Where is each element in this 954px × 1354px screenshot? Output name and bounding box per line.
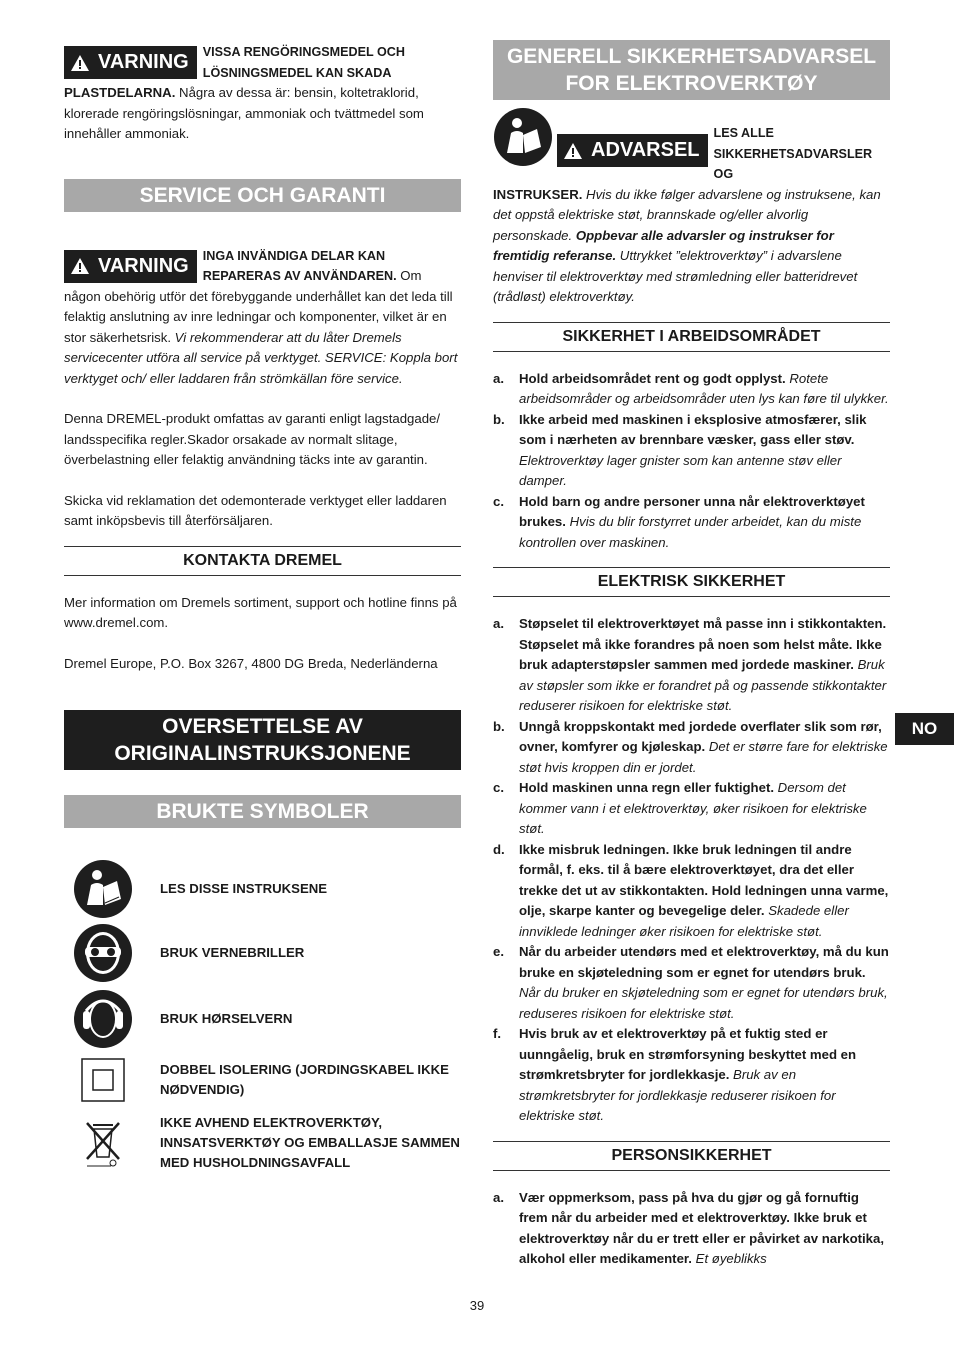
list-item: a. Hold arbeidsområdet rent og godt opplyst. Rotete arbeidsområder og arbeidsområder uten lys kan føre til ulykker.: [493, 370, 889, 406]
list-item: b. Ikke arbeid med maskinen i eksplosive atmosfærer, slik som i nærheten av brennbare væsker, gass eller støv. Elektroverktøy lager gnister som kan antenne støv eller damper.: [493, 411, 867, 488]
work-area-title: SIKKERHET I ARBEIDSOMRÅDET: [493, 322, 890, 352]
warranty-paragraph: Denna DREMEL-produkt omfattas av garanti enligt lagstadgade/ landsspecifika regler.Skador orsakade av normalt slitage, överbelastning eller felaktig användning täcks inte av garantin.: [64, 411, 441, 467]
list-item: e. Når du arbeider utendørs med et elektroverktøy, må du kun bruke en skjøteledning som er egnet for utendørs bruk. Når du bruker en skjøteledning som er egnet for utendørs bruk, reduseres risikoen for elektriske støt.: [493, 944, 889, 1021]
list-item: f. Hvis bruk av et elektroverktøy på et fuktig sted er uunngåelig, bruk en strømforsyning beskyttet med en strømkretsbryter for jordlekkasje. Bruk av en strømkretsbryter for jordlekkasje reduserer risikoen for elektriske støt.: [493, 1026, 857, 1123]
general-safety-title: GENERELL SIKKERHETSADVARSEL FOR ELEKTROVERKTØY: [493, 40, 890, 100]
warning-badge: VARNING: [64, 250, 197, 283]
symbols-list: [64, 858, 461, 1178]
warning-headline: VISSA RENGÖRINGSMEDEL OCH LÖSNINGSMEDEL KAN SKADA: [202, 45, 405, 80]
warning-badge: VARNING: [64, 46, 197, 79]
ear-protection-icon: [73, 989, 133, 1049]
list-item: a. Vær oppmerksom, pass på hva du gjør og gå fornuftig frem når du arbeider med et elektroverktøy. Ikke bruk et elektroverktøy når du er trett eller er påvirket av narkotika, alkohol eller medikamenter. Et øyeblikks: [493, 1189, 885, 1266]
warning-badge: ADVARSEL: [557, 134, 708, 167]
warning-triangle-icon: [70, 54, 90, 72]
symbols-title: BRUKTE SYMBOLER: [64, 795, 461, 828]
work-area-list: [493, 369, 890, 554]
warning-triangle-icon: [563, 142, 583, 160]
warning-headline: LES ALLE SIKKERHETSADVARSLER OG: [713, 126, 873, 181]
electric-safety-title: ELEKTRISK SIKKERHET: [493, 567, 890, 597]
contact-address: Dremel Europe, P.O. Box 3267, 4800 DG Breda, Nederländerna: [64, 655, 438, 671]
translation-title: OVERSETTELSE AV ORIGINALINSTRUKSJONENE: [64, 710, 461, 770]
crossed-bin-icon: [83, 1117, 123, 1169]
personal-safety-list: [493, 1188, 890, 1270]
right-column: [493, 40, 890, 1270]
list-item: b. Unngå kroppskontakt med jordede overflater slik som rør, ovner, komfyrer og kjøleskap. Det er større fare for elektriske støt hvis kroppen din er jordet.: [493, 718, 888, 775]
advarsel-block: [493, 107, 890, 308]
read-manual-icon: [493, 107, 553, 167]
list-item: d. Ikke misbruk ledningen. Ikke bruk ledningen til andre formål, f. eks. til å bære elektroverktøyet, dra det eller trekke det ut av stikkontakten. Hold ledningen unna varme, olje, skarpe kanter og bevegelige deler. Skadede eller innviklede ledninger øker risikoen for elektriske støt.: [493, 841, 889, 939]
service-title: SERVICE OCH GARANTI: [64, 179, 461, 212]
symbol-row: BRUK HØRSELVERN: [64, 986, 461, 1052]
claim-paragraph: Skicka vid reklamation det odemonterade verktyget eller laddaren samt inköpsbevis till återförsäljaren.: [64, 492, 447, 528]
safety-goggles-icon: [73, 923, 133, 983]
warning-body: INSTRUKSER. Hvis du ikke følger advarslene og instruksene, kan det oppstå elektriske støt, brannskade og/eller alvorlig personskade. Oppbevar alle advarsler og instrukser for fremtidig referanse. Uttrykket ”elektroverktøy” i advarslene henviser til elektroverktøy med strømledning eller batteridrevet (trådløst) elektroverktøy.: [493, 186, 881, 304]
symbol-row: DOBBEL ISOLERING (JORDINGSKABEL IKKE NØDVENDIG): [64, 1052, 461, 1108]
symbol-row: IKKE AVHEND ELEKTROVERKTØY, INNSATSVERKTØY OG EMBALLASJE SAMMEN MED HUSHOLDNINGSAVFALL: [64, 1108, 461, 1178]
left-column: [64, 40, 461, 1178]
personal-safety-title: PERSONSIKKERHET: [493, 1141, 890, 1171]
warning-repair: [64, 246, 461, 390]
list-item: c. Hold maskinen unna regn eller fuktighet. Dersom det kommer vann i et elektroverktøy, øker risikoen for elektriske støt.: [493, 780, 867, 836]
warning-body: PLASTDELARNA. Några av dessa är: bensin, koltetraklorid, klorerade rengöringslösningar, ammoniak och tvättmedel som innehåller ammoniak.: [64, 85, 424, 141]
electric-safety-list: [493, 614, 890, 1127]
language-tab: NO: [895, 713, 954, 745]
list-item: c. Hold barn og andre personer unna når elektroverktøyet brukes. Hvis du blir forstyrret under arbeidet, kan du miste kontrollen over maskinen.: [493, 493, 865, 550]
page-number: 39: [469, 1298, 485, 1313]
list-item: a. Støpselet til elektroverktøyet må passe inn i stikkontakten. Støpselet må ikke forandres på noen som helst måte. Ikke bruk adapterstøpsler sammen med jordede maskiner. Bruk av støpsler som ikke er forandret på og passende stikkontakter reduserer risikoen for elektriske støt.: [493, 616, 887, 713]
warning-body: INGA INVÄNDIGA DELAR KAN REPARERAS AV ANVÄNDAREN. Om någon obehörig utför det förebyggande underhållet kan det leda till felaktig anslutning av inre ledningar och komponenter, vilket är en stor säkerhetsrisk. Vi rekommenderar att du låter Dremels servicecenter utföra all service på verktyget. SERVICE: Koppla bort verktyget och/ eller laddaren från strömkällan före service.: [64, 248, 458, 386]
double-insulation-icon: [80, 1057, 126, 1103]
symbol-row: BRUK VERNEBRILLER: [64, 920, 461, 986]
contact-title: KONTAKTA DREMEL: [64, 546, 461, 576]
contact-info: Mer information om Dremels sortiment, support och hotline finns på www.dremel.com.: [64, 594, 457, 630]
symbol-row: LES DISSE INSTRUKSENE: [64, 858, 461, 920]
warning-cleaning: [64, 42, 461, 145]
warning-triangle-icon: [70, 257, 90, 275]
read-manual-icon: [73, 859, 133, 919]
